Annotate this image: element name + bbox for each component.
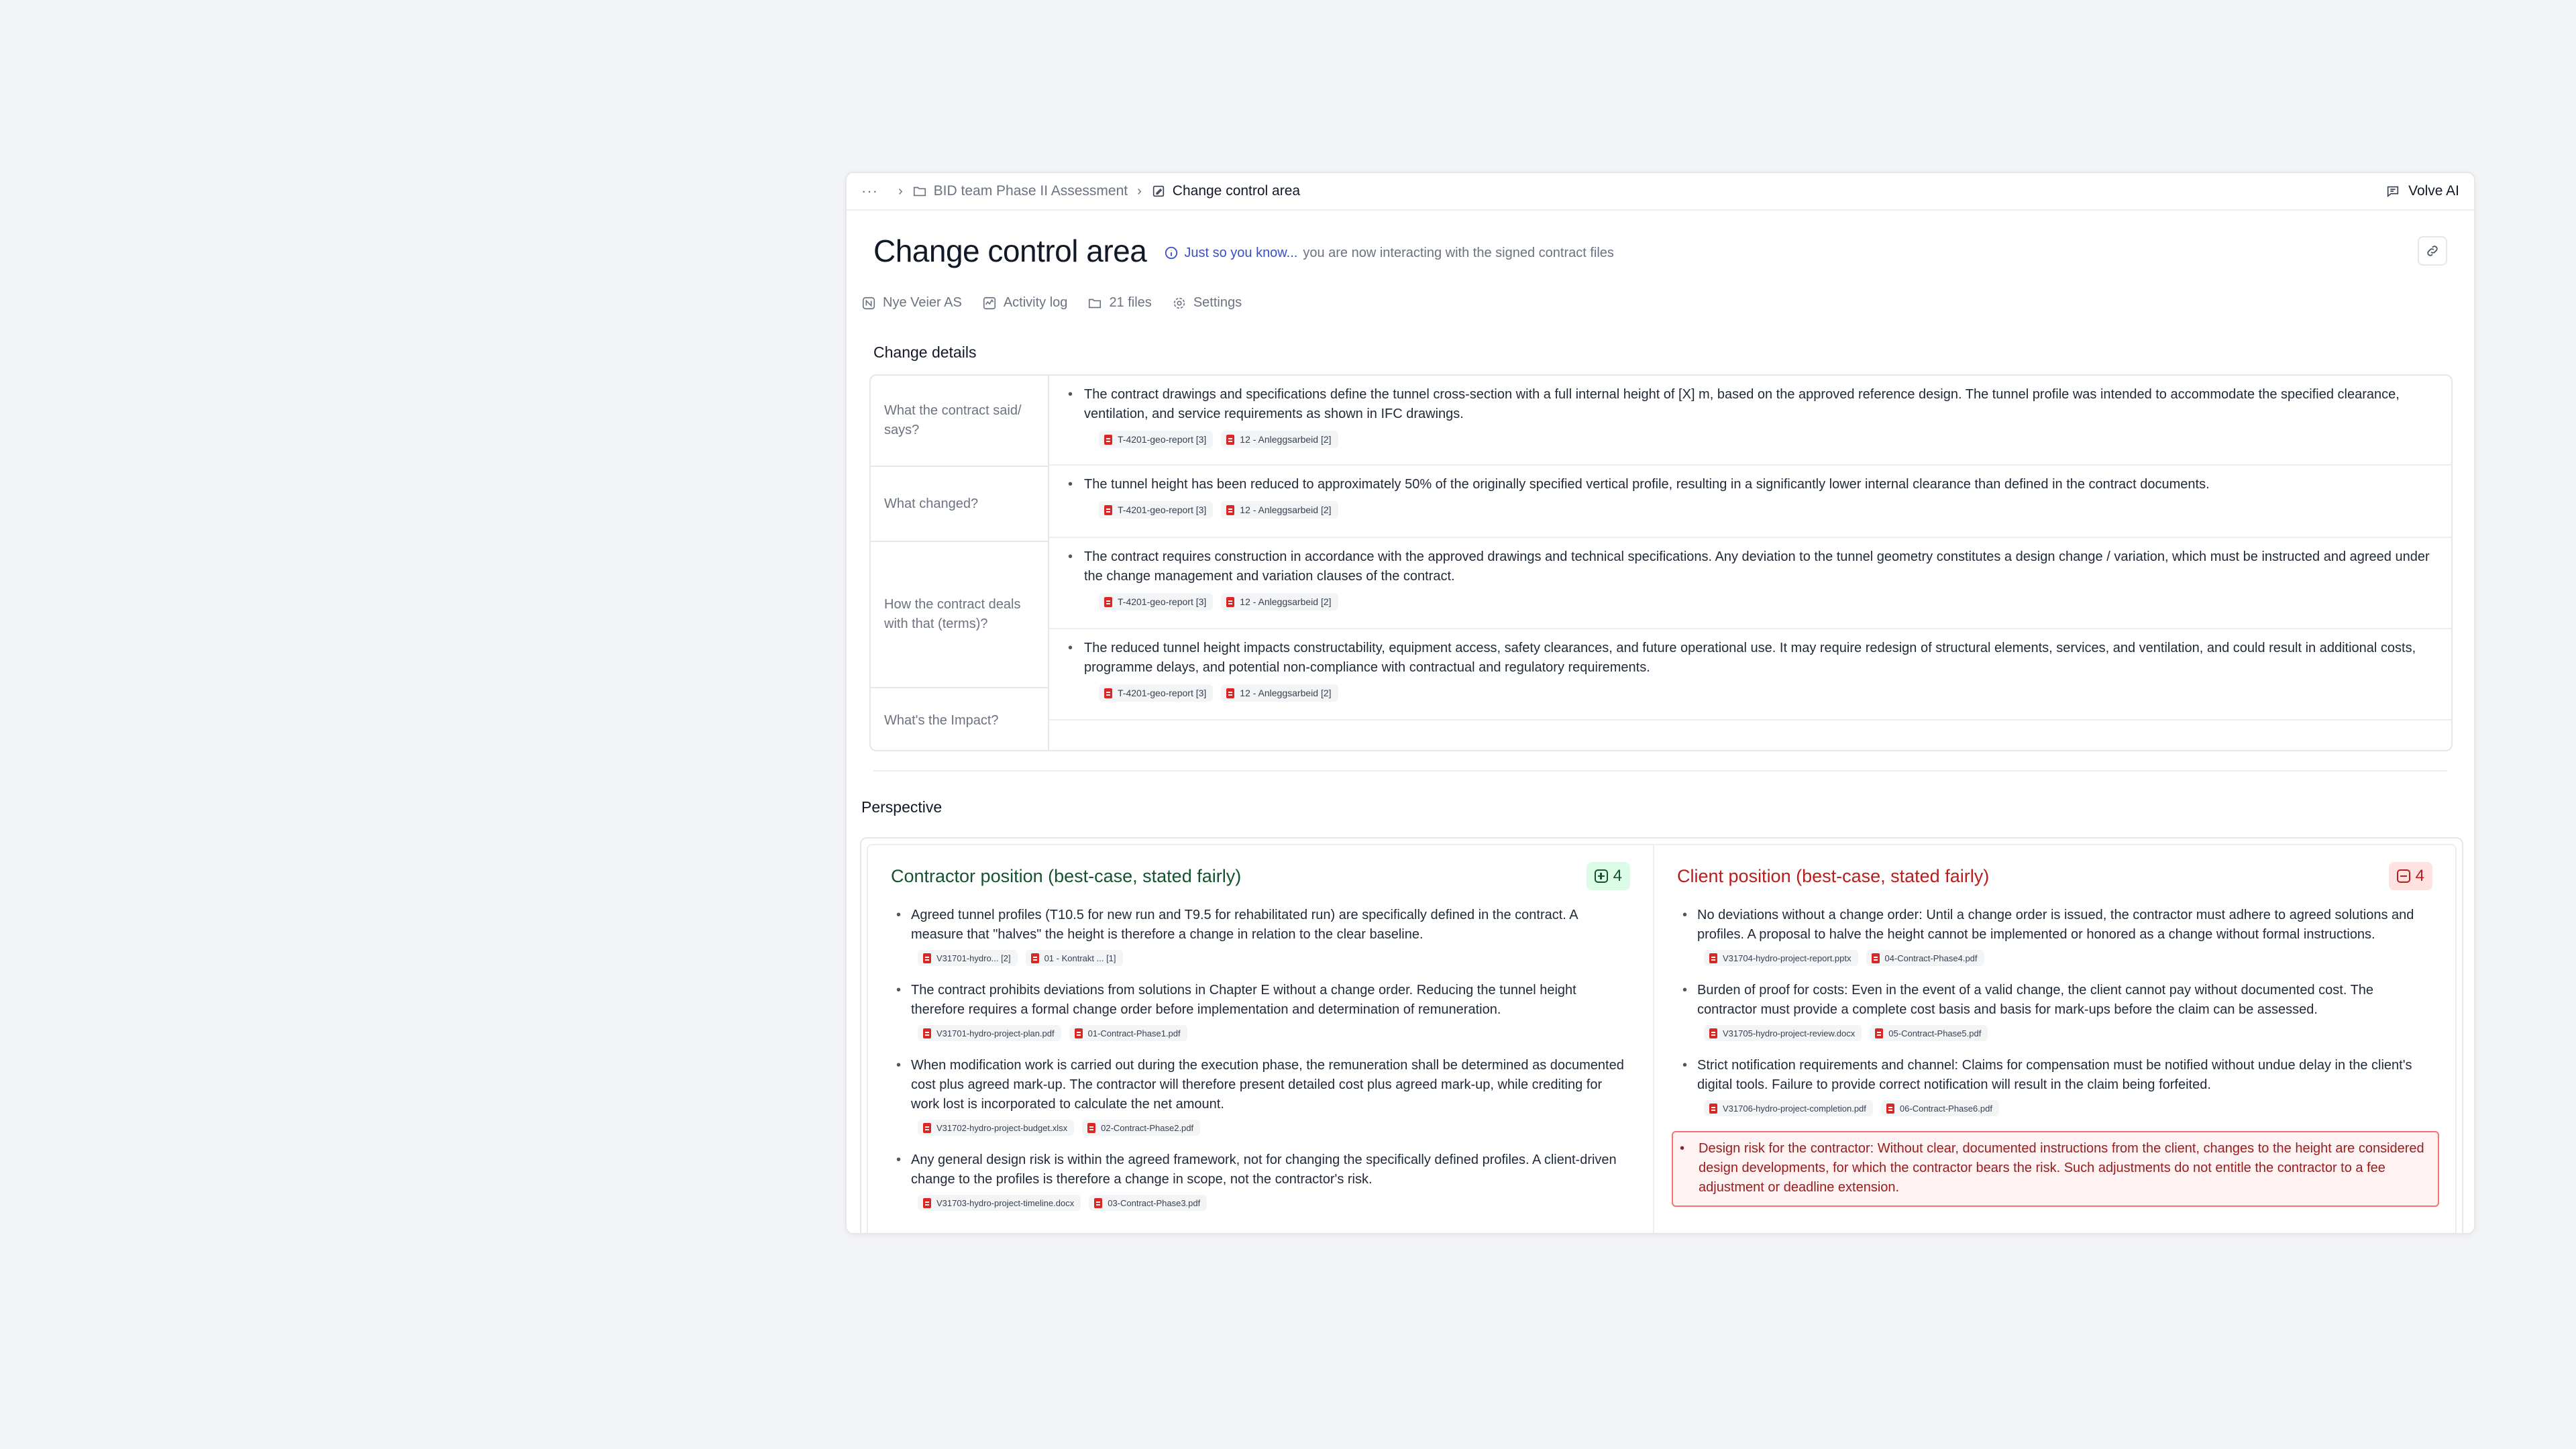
breadcrumb-parent[interactable] bbox=[912, 183, 1128, 199]
file-chip[interactable] bbox=[1089, 1195, 1207, 1211]
pdf-icon bbox=[1709, 1104, 1717, 1114]
breadcrumb-current-label: Change control area bbox=[1172, 183, 1301, 199]
client-title: Client position (best-case, stated fairly) bbox=[1677, 865, 1990, 886]
activity-log-label: Activity log bbox=[1003, 295, 1068, 310]
document-edit-icon bbox=[1151, 184, 1166, 199]
file-chips bbox=[1063, 684, 2438, 702]
file-chip-label: 12 - Anleggsarbeid [2] bbox=[1240, 596, 1332, 607]
activity-icon bbox=[982, 296, 997, 311]
notice-text: you are now interacting with the signed contract files bbox=[1303, 245, 1614, 260]
change-details-table bbox=[869, 374, 2453, 751]
breadcrumb-current[interactable] bbox=[1151, 183, 1300, 199]
label-what-changed: What changed? bbox=[871, 467, 1048, 542]
file-chip-label: T-4201-geo-report [3] bbox=[1118, 434, 1207, 445]
file-chips bbox=[1063, 593, 2438, 610]
detail-text: • The tunnel height has been reduced to approximately 50% of the originally specified vertical profile, resulting in a significantly lower internal clearance than defined in the contract documents. bbox=[1063, 475, 2438, 494]
file-chip-label: T-4201-geo-report [3] bbox=[1118, 504, 1207, 515]
file-chips bbox=[891, 1025, 1630, 1041]
link-icon bbox=[2425, 244, 2440, 258]
pdf-icon bbox=[923, 1123, 931, 1133]
client-point bbox=[1677, 981, 2432, 1041]
point-text: • Burden of proof for costs: Even in the event of a valid change, the client cannot pay without documented cost. The contractor must provide a complete cost basis and basis for mark-ups before the claim can be assessed. bbox=[1677, 981, 2432, 1020]
ai-button-label: Volve AI bbox=[2408, 183, 2459, 199]
contractor-count-badge[interactable] bbox=[1587, 862, 1630, 890]
more-breadcrumbs-button[interactable]: ··· bbox=[861, 182, 878, 199]
pdf-icon bbox=[1709, 1028, 1717, 1038]
contractor-point bbox=[891, 1056, 1630, 1136]
file-chip-label: V31702-hydro-project-budget.xlsx bbox=[936, 1122, 1068, 1133]
file-chip[interactable] bbox=[1069, 1025, 1187, 1041]
detail-text: • The contract requires construction in accordance with the approved drawings and technical specifications. Any deviation to the tunnel geometry constitutes a design change / variation, which must be instructed and agreed under the change management and variation clauses of the contract. bbox=[1063, 547, 2438, 586]
point-text: • When modification work is carried out during the execution phase, the remuneration shall be determined as documented cost plus agreed mark-up. The contractor will therefore present detailed cost plus agreed mark-up, while crediting for work lost is incorporated to calculate the net amount. bbox=[891, 1056, 1630, 1114]
client-count-badge[interactable] bbox=[2389, 862, 2432, 890]
file-chip-label: V31703-hydro-project-timeline.docx bbox=[936, 1197, 1075, 1208]
file-chips bbox=[1677, 1100, 2432, 1116]
detail-row bbox=[1049, 466, 2451, 538]
file-chip[interactable] bbox=[1082, 1120, 1200, 1136]
minus-square-icon bbox=[2397, 869, 2410, 883]
contractor-point bbox=[891, 981, 1630, 1041]
breadcrumb bbox=[847, 173, 2474, 211]
file-chip[interactable] bbox=[1704, 1100, 1873, 1116]
contractor-column bbox=[868, 845, 1654, 1234]
change-details-labels bbox=[871, 376, 1049, 750]
change-details-heading: Change details bbox=[873, 343, 977, 361]
file-chip[interactable] bbox=[918, 950, 1018, 966]
perspective-heading: Perspective bbox=[861, 798, 943, 816]
client-count: 4 bbox=[2415, 867, 2424, 885]
file-chips bbox=[1063, 431, 2438, 448]
chevron-right-icon: › bbox=[1137, 183, 1142, 199]
file-chip-label: 12 - Anleggsarbeid [2] bbox=[1240, 688, 1332, 698]
file-chip[interactable] bbox=[1870, 1025, 1988, 1041]
file-chip[interactable] bbox=[1221, 501, 1338, 519]
pdf-icon bbox=[1226, 435, 1234, 445]
contractor-count: 4 bbox=[1613, 867, 1622, 885]
file-chip[interactable] bbox=[1221, 431, 1338, 448]
client-column bbox=[1654, 845, 2455, 1234]
file-chip-label: 05-Contract-Phase5.pdf bbox=[1888, 1028, 1982, 1038]
plus-square-icon bbox=[1595, 869, 1608, 883]
file-chip[interactable] bbox=[918, 1120, 1074, 1136]
file-chip[interactable] bbox=[1704, 1025, 1862, 1041]
chevron-right-icon: › bbox=[898, 183, 903, 199]
contractor-header bbox=[891, 861, 1630, 891]
chat-icon bbox=[2385, 184, 2400, 199]
label-contract-said: What the contract said/ says? bbox=[871, 376, 1048, 467]
point-text: • Any general design risk is within the agreed framework, not for changing the specifically defined profiles. A client-driven change to the profiles is therefore a change in scope, not the contractor's risk. bbox=[891, 1150, 1630, 1189]
file-chips bbox=[891, 950, 1630, 966]
file-chips bbox=[891, 1120, 1630, 1136]
file-chip-label: T-4201-geo-report [3] bbox=[1118, 596, 1207, 607]
file-chip[interactable] bbox=[1099, 684, 1213, 702]
pdf-icon bbox=[1226, 688, 1234, 698]
pdf-icon bbox=[1031, 953, 1039, 963]
perspective-columns bbox=[867, 844, 2457, 1234]
file-chip[interactable] bbox=[1026, 950, 1123, 966]
file-chip-label: 01 - Kontrakt ... [1] bbox=[1044, 953, 1116, 963]
file-chip-label: V31706-hydro-project-completion.pdf bbox=[1723, 1103, 1866, 1114]
files-label: 21 files bbox=[1109, 295, 1152, 310]
detail-text: • The contract drawings and specifications define the tunnel cross-section with a full internal height of [X] m, based on the approved reference design. The tunnel profile was intended to accommodate the specified clearance, ventilation, and service requirements as shown in IFC drawings. bbox=[1063, 385, 2438, 424]
org-label: Nye Veier AS bbox=[883, 295, 962, 310]
breadcrumb-parent-label: BID team Phase II Assessment bbox=[933, 183, 1128, 199]
detail-row bbox=[1049, 629, 2451, 720]
client-point-highlighted[interactable] bbox=[1672, 1131, 2439, 1207]
file-chip-label: 12 - Anleggsarbeid [2] bbox=[1240, 504, 1332, 515]
pdf-icon bbox=[1104, 435, 1112, 445]
folder-icon bbox=[1087, 296, 1102, 311]
pdf-icon bbox=[923, 953, 931, 963]
pdf-icon bbox=[1094, 1198, 1102, 1208]
contractor-point bbox=[891, 906, 1630, 966]
pdf-icon bbox=[1075, 1028, 1083, 1038]
app-window bbox=[845, 172, 2475, 1234]
client-point bbox=[1677, 906, 2432, 966]
detail-row bbox=[1049, 376, 2451, 466]
file-chip-label: V31704-hydro-project-report.pptx bbox=[1723, 953, 1851, 963]
file-chip[interactable] bbox=[1221, 684, 1338, 702]
folder-icon bbox=[912, 184, 927, 199]
point-text: • The contract prohibits deviations from solutions in Chapter E without a change order. Reducing the tunnel height therefore requires a formal change order before implementation and determination of remuneration. bbox=[891, 981, 1630, 1020]
pdf-icon bbox=[1872, 953, 1880, 963]
file-chip[interactable] bbox=[1099, 593, 1213, 610]
point-text: • No deviations without a change order: Until a change order is issued, the contractor must adhere to agreed solutions and profiles. A proposal to halve the height cannot be implemented or honored as a change without formal instructions. bbox=[1677, 906, 2432, 945]
pdf-icon bbox=[1886, 1104, 1894, 1114]
org-link[interactable] bbox=[861, 295, 962, 311]
change-details-content bbox=[1049, 376, 2451, 750]
client-header bbox=[1677, 861, 2432, 891]
label-impact: What's the Impact? bbox=[884, 712, 999, 728]
file-chip-label: 02-Contract-Phase2.pdf bbox=[1101, 1122, 1194, 1133]
file-chips bbox=[891, 1195, 1630, 1211]
pdf-icon bbox=[1104, 505, 1112, 515]
file-chip-label: 12 - Anleggsarbeid [2] bbox=[1240, 434, 1332, 445]
file-chip-label: 04-Contract-Phase4.pdf bbox=[1884, 953, 1978, 963]
gear-icon bbox=[1172, 296, 1187, 311]
ai-button[interactable] bbox=[2385, 183, 2459, 199]
settings-label: Settings bbox=[1193, 295, 1242, 310]
pdf-icon bbox=[923, 1198, 931, 1208]
file-chip-label: 06-Contract-Phase6.pdf bbox=[1899, 1103, 1992, 1114]
file-chip-label: V31701-hydro... [2] bbox=[936, 953, 1011, 963]
label-contract-terms: How the contract deals with that (terms)? bbox=[871, 542, 1048, 688]
file-chip[interactable] bbox=[1099, 501, 1213, 519]
pdf-icon bbox=[1226, 505, 1234, 515]
contractor-title: Contractor position (best-case, stated fairly) bbox=[891, 865, 1242, 886]
settings-link[interactable] bbox=[1172, 295, 1242, 311]
pdf-icon bbox=[1104, 597, 1112, 607]
file-chip[interactable] bbox=[918, 1195, 1081, 1211]
copy-link-button[interactable] bbox=[2418, 236, 2447, 266]
file-chips bbox=[1063, 501, 2438, 519]
file-chip[interactable] bbox=[1704, 950, 1858, 966]
file-chip-label: T-4201-geo-report [3] bbox=[1118, 688, 1207, 698]
file-chips bbox=[1677, 950, 2432, 966]
contract-notice bbox=[1164, 246, 1614, 261]
file-chip[interactable] bbox=[918, 1025, 1061, 1041]
point-text: • Strict notification requirements and channel: Claims for compensation must be notified without undue delay in the client's digital tools. Failure to provide correct notification will result in the claim being forfeited. bbox=[1677, 1056, 2432, 1095]
file-chip-label: 01-Contract-Phase1.pdf bbox=[1087, 1028, 1181, 1038]
file-chip[interactable] bbox=[1881, 1100, 1999, 1116]
notice-highlight: Just so you know... bbox=[1184, 245, 1298, 260]
file-chip[interactable] bbox=[1866, 950, 1984, 966]
org-logo-icon bbox=[861, 296, 876, 311]
file-chip-label: 03-Contract-Phase3.pdf bbox=[1108, 1197, 1201, 1208]
detail-row bbox=[1049, 538, 2451, 629]
pdf-icon bbox=[1104, 688, 1112, 698]
file-chips bbox=[1677, 1025, 2432, 1041]
section-divider bbox=[873, 770, 2447, 771]
pdf-icon bbox=[923, 1028, 931, 1038]
activity-log-link[interactable] bbox=[982, 295, 1068, 311]
file-chip[interactable] bbox=[1221, 593, 1338, 610]
point-text: • Agreed tunnel profiles (T10.5 for new run and T9.5 for rehabilitated run) are specifically defined in the contract. A measure that "halves" the height is therefore a change in relation to the clear baseline. bbox=[891, 906, 1630, 945]
pdf-icon bbox=[1709, 953, 1717, 963]
page-header bbox=[873, 229, 2447, 272]
pdf-icon bbox=[1226, 597, 1234, 607]
page-title: Change control area bbox=[873, 233, 1147, 268]
pdf-icon bbox=[1087, 1123, 1095, 1133]
detail-text: • The reduced tunnel height impacts constructability, equipment access, safety clearances, and future operational use. It may require redesign of structural elements, services, and ventilation, and could result in additional costs, programme delays, and potential non-compliance with contractual and regulatory requirements. bbox=[1063, 639, 2438, 678]
pdf-icon bbox=[1875, 1028, 1883, 1038]
client-point bbox=[1677, 1056, 2432, 1116]
point-text: • Design risk for the contractor: Without clear, documented instructions from the client, changes to the height are considered design developments, for which the contractor bears the risk. Such adjustments do not entitle the contractor to a fee adjustment or deadline extension. bbox=[1673, 1139, 2431, 1197]
contractor-point bbox=[891, 1150, 1630, 1211]
files-link[interactable] bbox=[1087, 295, 1151, 311]
perspective-panel bbox=[860, 837, 2463, 1234]
file-chip[interactable] bbox=[1099, 431, 1213, 448]
meta-toolbar bbox=[861, 295, 1242, 311]
file-chip-label: V31705-hydro-project-review.docx bbox=[1723, 1028, 1856, 1038]
file-chip-label: V31701-hydro-project-plan.pdf bbox=[936, 1028, 1055, 1038]
info-icon bbox=[1164, 246, 1179, 260]
